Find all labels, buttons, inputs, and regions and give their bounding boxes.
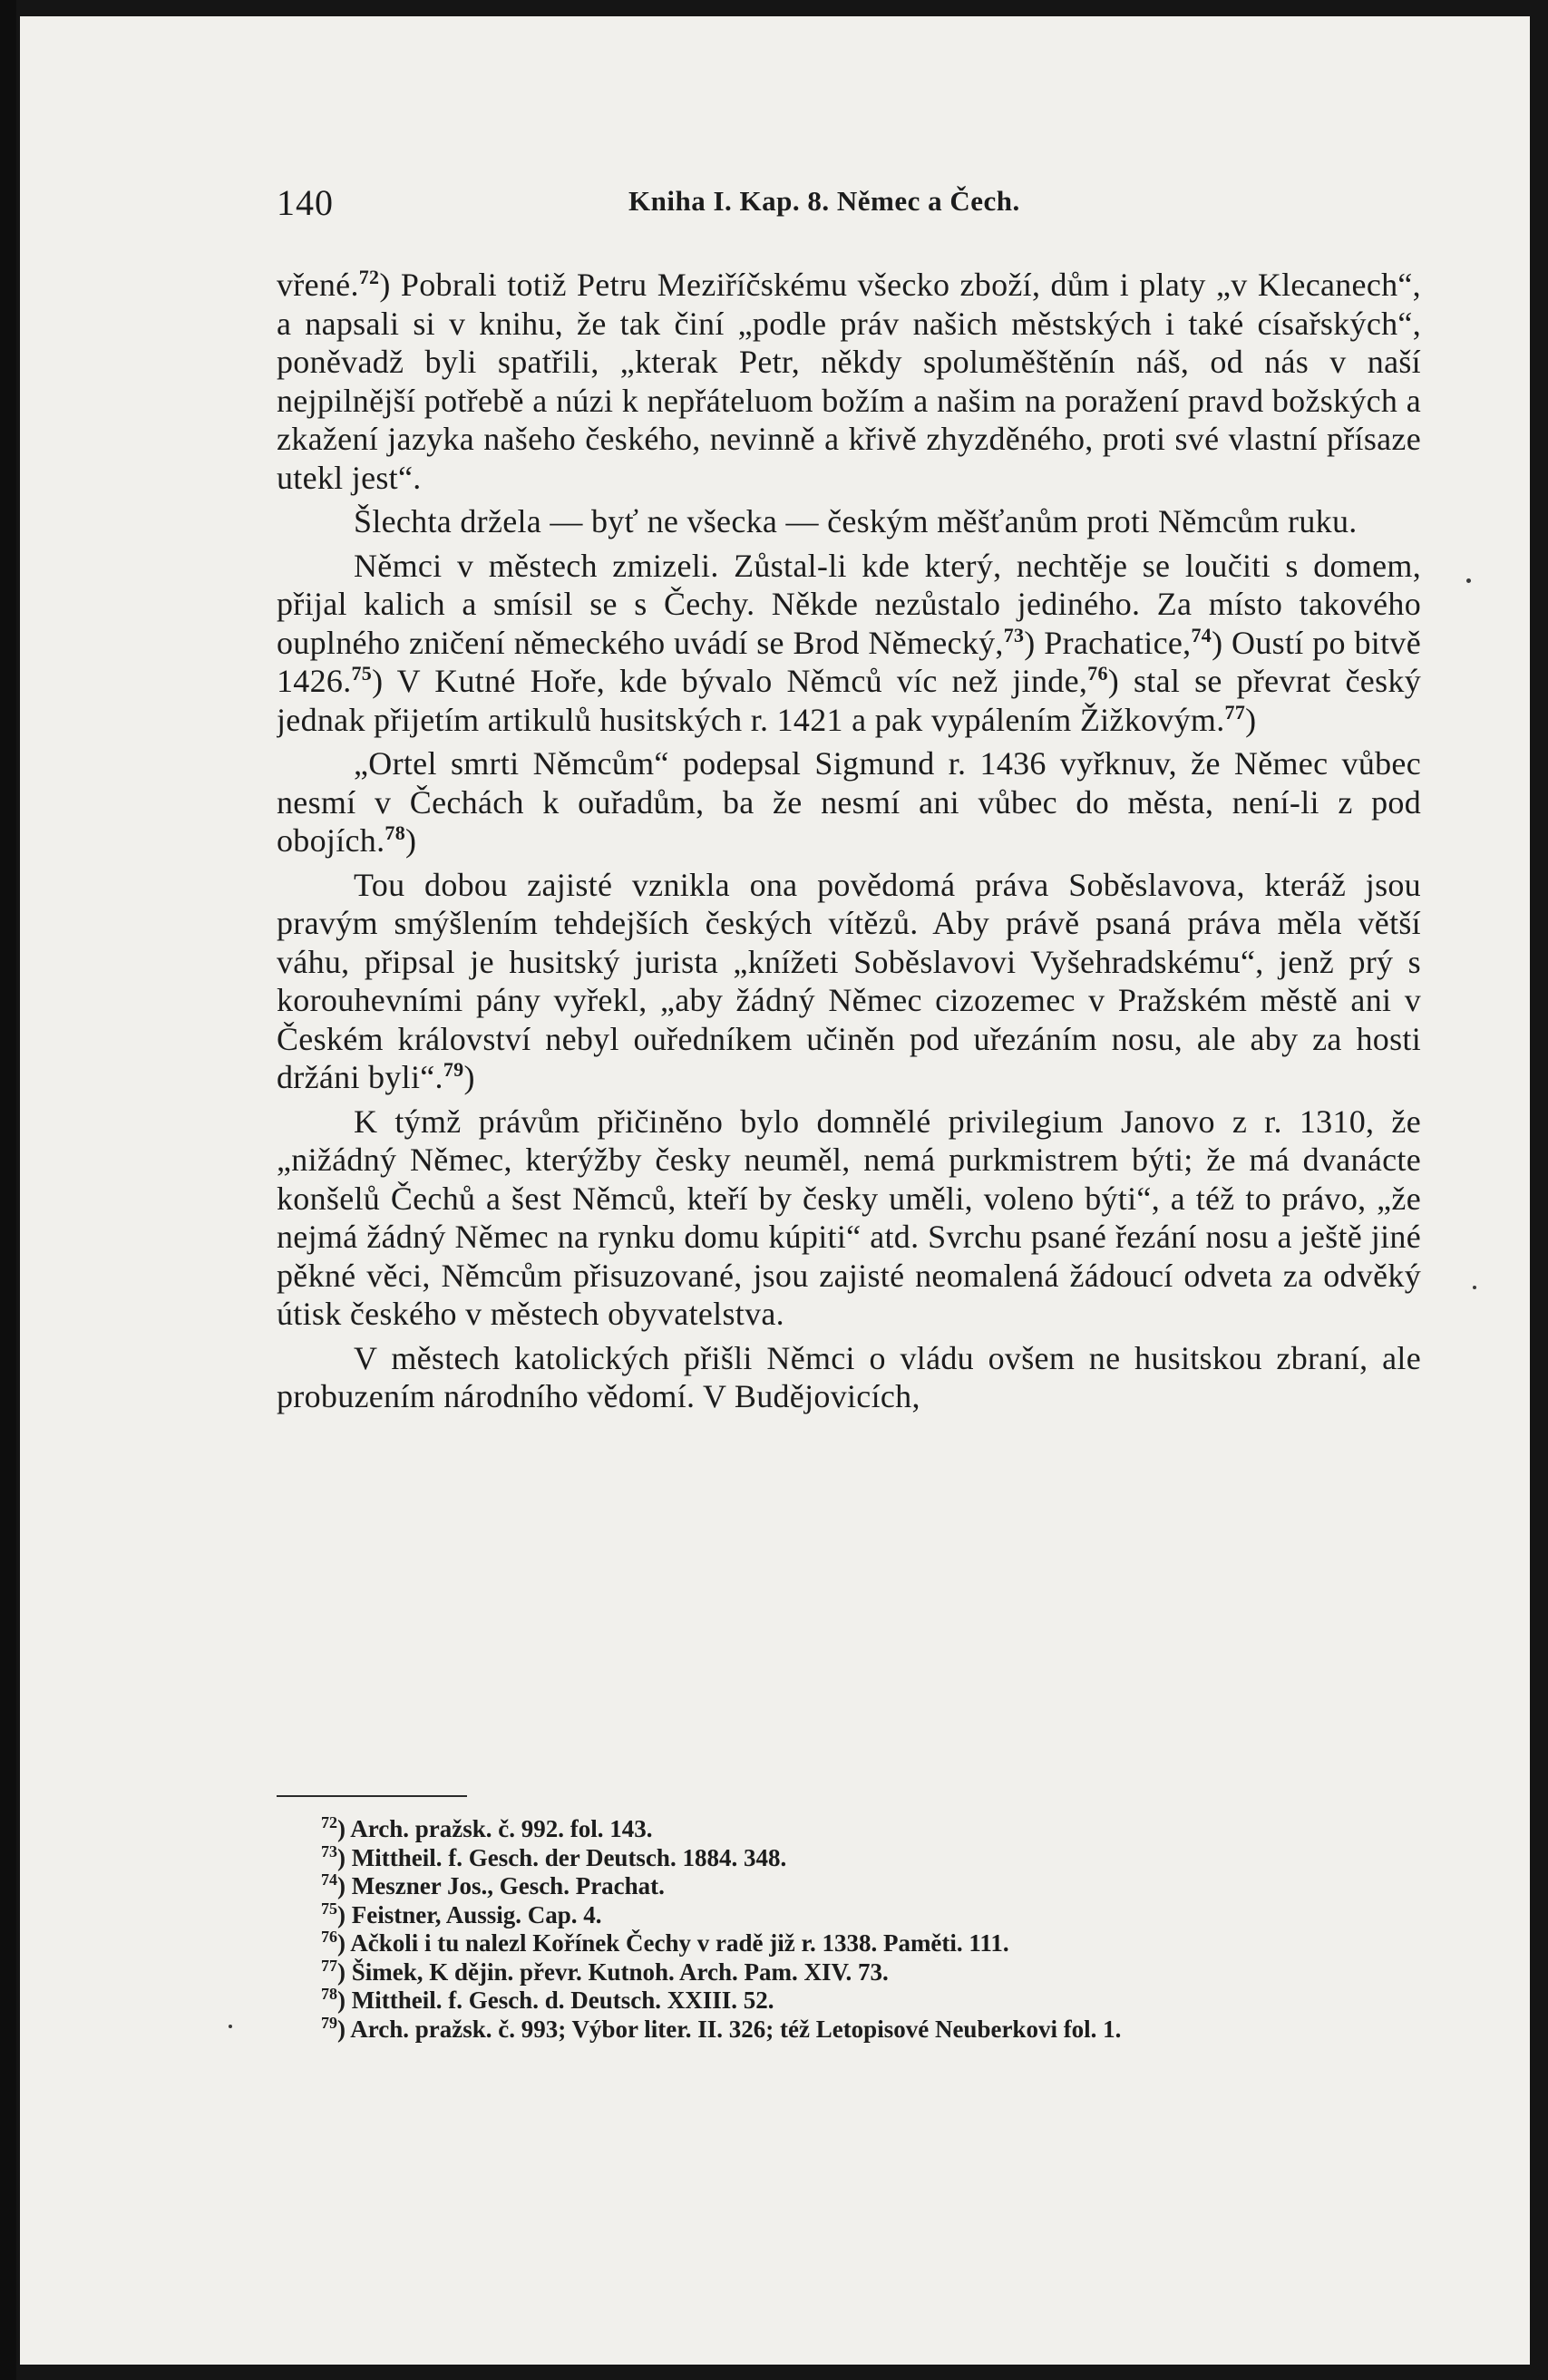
paragraph-text: ) [405, 822, 417, 859]
scan-speck [229, 2025, 232, 2028]
footnote-number: 74 [321, 1870, 337, 1889]
paragraph-text: Tou dobou zajisté vznikla ona povědomá práva Soběslavova, kteráž jsou pravým smýšlením tehdejších českých vítězů. Aby právě psaná práva měla větší váhu, připsal je husitský jurista „knížeti Soběslavovi Vyšehradskému“, jenž prý s korouhevními pány vyřekl, „aby žádný Němec cizozemec v Pražském městě ani v Českém království nebyl ouředníkem učiněn pod uřezáním nosu, ale aby za hosti držáni byli“. [277, 866, 1421, 1095]
footnote-text: ) Meszner Jos., Gesch. Prachat. [337, 1872, 665, 1899]
footnote-text: ) Mittheil. f. Gesch. d. Deutsch. XXIII. 52. [337, 1987, 774, 2014]
paragraph [277, 266, 1421, 497]
footnote-reference: 77 [1224, 700, 1246, 724]
footnote [277, 1872, 1421, 1901]
footnote-text: ) Ačkoli i tu nalezl Kořínek Čechy v radě již r. 1338. Paměti. 111. [337, 1929, 1009, 1957]
paragraph-text: ) V Kutné Hoře, kde bývalo Němců víc než jinde, [372, 663, 1088, 699]
footnote [277, 1841, 1421, 1873]
paragraph-text: V městech katolických přišli Němci o vládu ovšem ne husitskou zbraní, ale probuzením národního vědomí. V Budějovicích, [277, 1339, 1421, 1414]
paragraph-text: Šlechta držela — byť ne všecka — českým měšťanům proti Němcům ruku. [354, 503, 1358, 539]
footnote-text: ) Arch. pražsk. č. 993; Výbor liter. II. 326; též Letopisové Neuberkovi fol. 1. [337, 2015, 1122, 2043]
footnote-reference: 75 [351, 662, 373, 685]
footnote-reference: 76 [1087, 662, 1108, 685]
paragraph [277, 1103, 1421, 1334]
paragraph-text: Němci v městech zmizeli. Zůstal-li kde který, nechtěje se loučiti s domem, přijal kalich a smísil se s Čechy. Někde nezůstalo jediného. Za místo takového ouplného zničení německého uvádí se Brod Německý, [277, 547, 1421, 661]
paragraph [277, 547, 1421, 740]
paragraph-text: vřené. [277, 267, 359, 303]
footnote-number: 79 [321, 2013, 337, 2032]
footnote-number: 73 [321, 1841, 337, 1860]
footnote-reference: 79 [443, 1058, 464, 1081]
paragraph-text: ) stal se převrat český jednak přijetím artikulů husitských r. 1421 a pak vypálením Žižkovým. [277, 663, 1421, 738]
footnote-text: ) Mittheil. f. Gesch. der Deutsch. 1884. 348. [337, 1843, 787, 1871]
page-header [277, 181, 1421, 236]
footnote [277, 1815, 1421, 1844]
body-text [277, 266, 1421, 1780]
paragraph [277, 1339, 1421, 1416]
footnote [277, 1901, 1421, 1930]
footnote-text: ) Feistner, Aussig. Cap. 4. [337, 1900, 602, 1928]
footnote-reference: 72 [358, 266, 380, 288]
scan-speck [1473, 1286, 1476, 1289]
book-page [20, 16, 1530, 2365]
footnote [277, 1929, 1421, 1958]
paragraph [277, 502, 1421, 541]
footnote [277, 1987, 1421, 2016]
paragraph-text: ) Prachatice, [1024, 624, 1192, 661]
scan-border [0, 0, 16, 2380]
page-number: 140 [277, 182, 334, 223]
paragraph [277, 866, 1421, 1097]
paragraph-text: ) [463, 1059, 475, 1095]
paragraph-text: ) Pobrali totiž Petru Meziříčskému všecko zboží, dům i platy „v Klecanech“, a napsali si v knihu, že tak činí „podle práv našich městských i také císařských“, poněvadž byli spatřili, „kterak Petr, někdy spoluměštěnín náš, od nás v naší nejpilnější potřebě a núzi k nepřáteluom božím a našim na poražení pravd božských a zkažení jazyka našeho českého, nevinně a křivě zhyzděného, proti své vlastní přísaze utekl jest“. [277, 267, 1421, 496]
footnote-reference: 74 [1191, 623, 1212, 646]
footnote-reference: 73 [1003, 623, 1025, 646]
paragraph-text: „Ortel smrti Němcům“ podepsal Sigmund r. 1436 vyřknuv, že Němec vůbec nesmí v Čechách k ouřadům, ba že nesmí ani vůbec do města, není-li z pod obojích. [277, 745, 1421, 859]
footnote-number: 77 [321, 1956, 337, 1975]
footnote-reference: 78 [385, 821, 405, 844]
paragraph-text: K týmž právům přičiněno bylo domnělé privilegium Janovo z r. 1310, že „nižádný Němec, kterýžby česky neuměl, nemá purkmistrem býti; že má dvanácte konšelů Čechů a šest Němců, kteří by česky uměli, voleno býti“, a též to právo, „že nejmá žádný Němec na rynku domu kúpiti“ atd. Svrchu psané řezání nosu a ještě jiné pěkné věci, Němcům přisuzované, jsou zajisté neomalená žádoucí odveta za odvěký útisk českého v městech obyvatelstva. [277, 1103, 1421, 1332]
footnote-number: 75 [321, 1899, 337, 1918]
footnote-text: ) Arch. pražsk. č. 992. fol. 143. [337, 1815, 653, 1842]
running-title: Kniha I. Kap. 8. Němec a Čech. [628, 185, 1020, 217]
footnote-divider [277, 1795, 467, 1797]
paragraph-text: ) [1245, 701, 1257, 738]
footnote [277, 1958, 1421, 1987]
paragraph-text: ) Oustí po bitvě 1426. [277, 624, 1421, 699]
footnote-number: 72 [321, 1815, 337, 1831]
footnote-number: 76 [321, 1928, 337, 1946]
footnote-text: ) Šimek, K dějin. převr. Kutnoh. Arch. Pam. XIV. 73. [337, 1957, 889, 1986]
footnote-number: 78 [321, 1985, 337, 2003]
footnotes [277, 1815, 1421, 2123]
footnote [277, 2013, 1421, 2045]
scan-speck [1466, 578, 1471, 583]
paragraph [277, 744, 1421, 860]
